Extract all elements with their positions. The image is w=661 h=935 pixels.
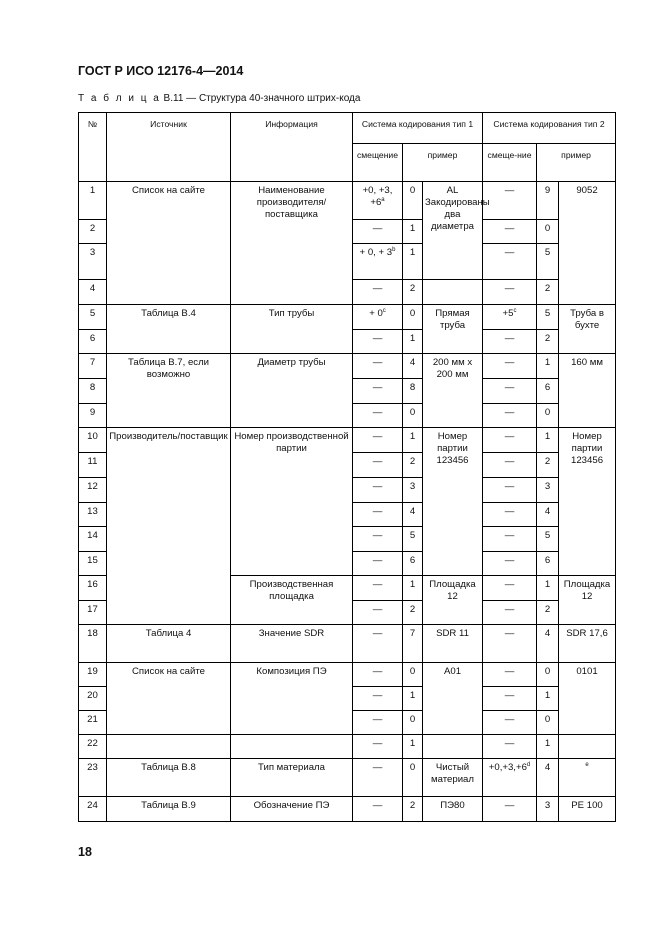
cell-info [231, 735, 353, 759]
cell-offset1: — [353, 478, 403, 503]
cell-digit1: 0 [403, 305, 423, 330]
cell-digit1: 1 [403, 735, 423, 759]
cell-offset2: — [483, 478, 537, 503]
cell-offset1: — [353, 527, 403, 552]
cell-digit2: 0 [537, 663, 559, 687]
caption-prefix: Т а б л и ц а [78, 93, 161, 104]
cell-num: 3 [79, 244, 107, 280]
barcode-structure-table [78, 112, 616, 822]
header-example1: пример [403, 144, 483, 182]
cell-digit2: 1 [537, 428, 559, 453]
cell-num: 5 [79, 305, 107, 330]
cell-num: 1 [79, 182, 107, 220]
table-caption [78, 93, 360, 104]
cell-offset1: — [353, 797, 403, 822]
cell-digit2: 5 [537, 305, 559, 330]
cell-example2: 160 мм [559, 354, 616, 428]
cell-digit2: 6 [537, 552, 559, 576]
cell-offset2: — [483, 182, 537, 220]
cell-offset1: + $0^c$ [353, 305, 403, 330]
header-offset2: смеще-ние [483, 144, 537, 182]
cell-offset2: — [483, 552, 537, 576]
header-info: Информация [231, 113, 353, 182]
cell-digit2: 3 [537, 478, 559, 503]
page-number: 18 [78, 845, 92, 859]
cell-source: Список на сайте [107, 663, 231, 735]
cell-num: 9 [79, 404, 107, 428]
cell-example1: Прямая труба [423, 305, 483, 354]
header-example2: пример [537, 144, 616, 182]
cell-digit2: 1 [537, 354, 559, 379]
cell-digit2: 1 [537, 576, 559, 601]
cell-digit1: 4 [403, 354, 423, 379]
cell-digit1: 0 [403, 182, 423, 220]
cell-digit2: 0 [537, 711, 559, 735]
cell-offset1: — [353, 453, 403, 478]
cell-offset1: — [353, 663, 403, 687]
cell-example1: SDR 11 [423, 625, 483, 663]
cell-offset1: — [353, 220, 403, 244]
cell-digit2: 4 [537, 759, 559, 797]
cell-num: 4 [79, 280, 107, 305]
cell-digit2: 9 [537, 182, 559, 220]
cell-offset1: — [353, 601, 403, 625]
cell-offset1: — [353, 330, 403, 354]
cell-info: Тип материала [231, 759, 353, 797]
cell-digit1: 2 [403, 453, 423, 478]
cell-num: 8 [79, 379, 107, 404]
cell-num: 12 [79, 478, 107, 503]
table-row [79, 797, 616, 822]
cell-info: Тип трубы [231, 305, 353, 354]
cell-info: Диаметр трубы [231, 354, 353, 428]
cell-offset2: — [483, 453, 537, 478]
cell-source: Список на сайте [107, 182, 231, 305]
cell-digit1: 7 [403, 625, 423, 663]
cell-info: Наименование производителя/поставщика [231, 182, 353, 305]
cell-offset1: — [353, 625, 403, 663]
cell-example1: Номер партии 123456 [423, 428, 483, 576]
cell-example1 [423, 735, 483, 759]
cell-num: 6 [79, 330, 107, 354]
cell-source: Таблица В.9 [107, 797, 231, 822]
cell-offset2: — [483, 280, 537, 305]
table-row [79, 759, 616, 797]
document-header: ГОСТ Р ИСО 12176-4—2014 [78, 64, 244, 78]
table-row [79, 428, 616, 453]
cell-digit2: 4 [537, 625, 559, 663]
cell-example2: Площадка 12 [559, 576, 616, 625]
cell-num: 22 [79, 735, 107, 759]
cell-offset2: — [483, 601, 537, 625]
cell-offset2: $+0,+3,+6^d$ [483, 759, 537, 797]
cell-digit2: 2 [537, 453, 559, 478]
cell-digit1: 3 [403, 478, 423, 503]
cell-example1: Чистый материал [423, 759, 483, 797]
cell-digit1: 1 [403, 330, 423, 354]
cell-example1: Площадка 12 [423, 576, 483, 625]
cell-digit2: 6 [537, 379, 559, 404]
cell-digit2: 2 [537, 280, 559, 305]
cell-num: 15 [79, 552, 107, 576]
cell-example2: SDR 17,6 [559, 625, 616, 663]
cell-offset1: — [353, 576, 403, 601]
cell-num: 23 [79, 759, 107, 797]
cell-offset2: — [483, 576, 537, 601]
cell-digit1: 4 [403, 503, 423, 527]
cell-digit2: 5 [537, 244, 559, 280]
cell-digit2: 5 [537, 527, 559, 552]
cell-digit2: 0 [537, 404, 559, 428]
cell-digit1: 1 [403, 687, 423, 711]
cell-info: Производственная площадка [231, 576, 353, 625]
cell-digit2: 2 [537, 601, 559, 625]
cell-source: Таблица 4 [107, 625, 231, 663]
cell-offset1: + 0, + $3^b$ [353, 244, 403, 280]
cell-digit1: 2 [403, 601, 423, 625]
cell-offset1: — [353, 379, 403, 404]
cell-source: Таблица В.8 [107, 759, 231, 797]
cell-example2 [559, 735, 616, 759]
cell-offset2: — [483, 428, 537, 453]
cell-example2: e [559, 759, 616, 797]
cell-offset1: — [353, 428, 403, 453]
cell-digit2: 0 [537, 220, 559, 244]
cell-digit1: 5 [403, 527, 423, 552]
cell-info: Обозначение ПЭ [231, 797, 353, 822]
cell-example1: AL Закодированы два диаметра [423, 182, 483, 280]
cell-digit1: 0 [403, 663, 423, 687]
cell-num: 17 [79, 601, 107, 625]
cell-digit1: 0 [403, 759, 423, 797]
cell-offset1: — [353, 687, 403, 711]
cell-num: 19 [79, 663, 107, 687]
cell-offset2: — [483, 220, 537, 244]
caption-text: В.11 — Структура 40-значного штрих-кода [160, 93, 361, 104]
cell-num: 14 [79, 527, 107, 552]
cell-info: Композиция ПЭ [231, 663, 353, 735]
cell-info: Значение SDR [231, 625, 353, 663]
cell-num: 2 [79, 220, 107, 244]
cell-offset2: — [483, 354, 537, 379]
cell-example2: Труба в бухте [559, 305, 616, 354]
cell-example2: PE 100 [559, 797, 616, 822]
cell-info: Номер производственной партии [231, 428, 353, 576]
cell-offset2: — [483, 503, 537, 527]
cell-offset2: — [483, 404, 537, 428]
cell-num: 20 [79, 687, 107, 711]
cell-offset2: — [483, 244, 537, 280]
table-row [79, 663, 616, 687]
cell-digit1: 2 [403, 797, 423, 822]
cell-example2: Номер партии 123456 [559, 428, 616, 576]
cell-digit2: 3 [537, 797, 559, 822]
header-sys2: Система кодирования тип 2 [483, 113, 616, 144]
cell-num: 18 [79, 625, 107, 663]
table-row [79, 354, 616, 379]
cell-digit1: 1 [403, 576, 423, 601]
cell-digit1: 1 [403, 220, 423, 244]
cell-offset1: — [353, 759, 403, 797]
cell-offset1: +0, +3, $+6^a$ [353, 182, 403, 220]
cell-offset2: — [483, 687, 537, 711]
cell-offset1: — [353, 711, 403, 735]
table-row [79, 625, 616, 663]
cell-offset1: — [353, 354, 403, 379]
cell-offset2: — [483, 625, 537, 663]
header-offset1: смещение [353, 144, 403, 182]
cell-digit1: 1 [403, 428, 423, 453]
cell-offset2: — [483, 527, 537, 552]
cell-example1: A01 [423, 663, 483, 735]
cell-offset1: — [353, 280, 403, 305]
cell-digit1: 8 [403, 379, 423, 404]
header-num: № [79, 113, 107, 182]
cell-digit1: 1 [403, 244, 423, 280]
cell-offset1: — [353, 404, 403, 428]
cell-digit1: 6 [403, 552, 423, 576]
cell-digit1: 0 [403, 404, 423, 428]
cell-example1-empty [423, 280, 483, 305]
header-source: Источник [107, 113, 231, 182]
cell-num: 11 [79, 453, 107, 478]
cell-example2: 9052 [559, 182, 616, 305]
cell-offset2: — [483, 379, 537, 404]
cell-num: 16 [79, 576, 107, 601]
cell-offset2: — [483, 735, 537, 759]
cell-offset2: — [483, 797, 537, 822]
cell-num: 7 [79, 354, 107, 379]
cell-source: Таблица В.4 [107, 305, 231, 354]
table-row [79, 735, 616, 759]
cell-digit1: 0 [403, 711, 423, 735]
cell-num: 21 [79, 711, 107, 735]
table-row [79, 182, 616, 220]
cell-example2: 0101 [559, 663, 616, 735]
cell-offset2: — [483, 711, 537, 735]
cell-offset1: — [353, 503, 403, 527]
cell-digit2: 4 [537, 503, 559, 527]
cell-num: 10 [79, 428, 107, 453]
cell-digit2: 2 [537, 330, 559, 354]
header-sys1: Система кодирования тип 1 [353, 113, 483, 144]
cell-source: Производитель/поставщик [107, 428, 231, 625]
cell-offset1: — [353, 552, 403, 576]
table-row [79, 305, 616, 330]
cell-source: Таблица В.7, если возможно [107, 354, 231, 428]
cell-digit2: 1 [537, 735, 559, 759]
cell-num: 24 [79, 797, 107, 822]
cell-source [107, 735, 231, 759]
cell-offset2: — [483, 663, 537, 687]
cell-example1: 200 мм x 200 мм [423, 354, 483, 428]
cell-digit1: 2 [403, 280, 423, 305]
cell-num: 13 [79, 503, 107, 527]
cell-offset2: $+5^c$ [483, 305, 537, 330]
cell-digit2: 1 [537, 687, 559, 711]
cell-example1: ПЭ80 [423, 797, 483, 822]
cell-offset2: — [483, 330, 537, 354]
cell-offset1: — [353, 735, 403, 759]
